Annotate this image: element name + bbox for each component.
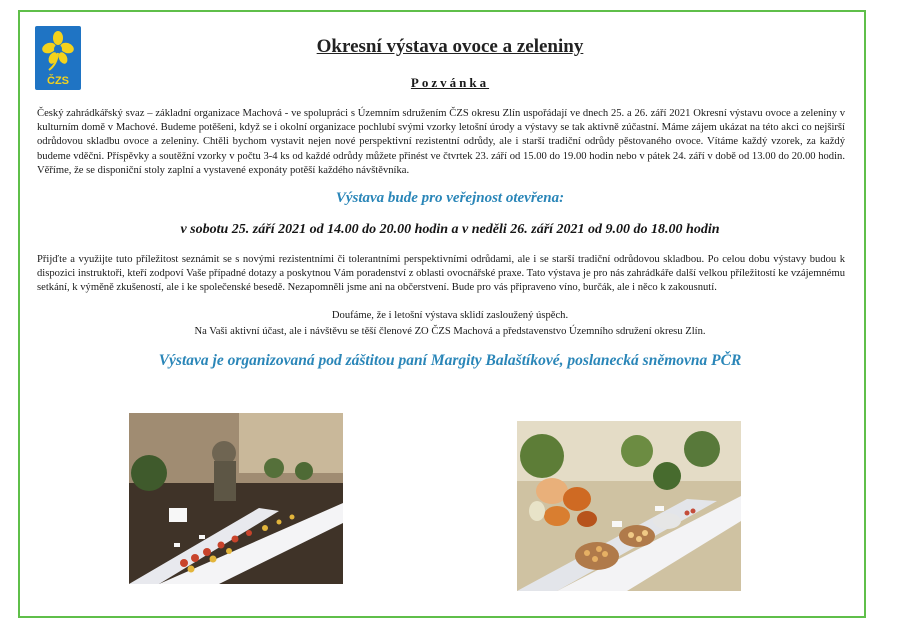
intro-paragraph: Český zahrádkářský svaz – základní organizace Machová - ve spolupráci s Územním sdružením ČZS okresu Zlín uspořádají ve dnech 25. a 26. září 2021 Okresní výstavu ovoce a zeleniny v kulturním domě v Machové. Budeme potěšeni, když se i okolní organizace pochlubí svými vzorky letošní úrody a výstavy se tak aktivně zúčastní. Máme zájem ukázat na této akci co nejširší odrůdovou skladbu ovoce a zeleniny. Chtěli bychom vystavit nejen nové perspektivní rezistentní odrůdy, ale i starší tradiční odrůdy pěstovaného ovoce. Vítáme každý vzorek, za každý budeme vděčni. Příspěvky a soutěžní vzorky v počtu 3-4 ks od každé odrůdy můžete přinést ve čtvrtek 23. září od 15.00 do 19.00 hodin nebo v pátek 24. září v době od 13.00 do 20.00 hodin. Věříme, že se disponiční stoly zaplní a vystavené exponáty potěší každého návštěvníka. <box>37 108 845 176</box>
page-title: Okresní výstava ovoce a zeleniny <box>316 36 584 57</box>
thanks-line: Na Vaši aktivní účast, ale i návštěvu se těší členové ZO ČZS Machová a představenstvo Územního sdružení okresu Zlín. <box>194 326 706 337</box>
invite-paragraph: Přijďte a využijte tuto příležitost seznámit se s novými rezistentními či tolerantními perspektivními odrůdami, ale i se starší tradiční odrůdovou skladbou. Po celou dobu výstavy budou k dispozici instruktoři, kteří zodpoví Vaše případné dotazy a poskytnou Vám poradenství z oblasti ovocnářské praxe. Tato výstava je pro nás zahrádkáře další velkou příležitostí ke vzájemnému setkání, k výměně zkušeností, ale i ke společenské besedě. Nezapomněli jsme ani na občerstvení. Bude pro vás připraveno víno, burčák, ale i něco k zakousnutí. <box>37 254 845 294</box>
page-subtitle: Pozvánka <box>410 75 490 90</box>
opening-dates: v sobotu 25. září 2021 od 14.00 do 20.00 hodin a v neděli 26. září 2021 od 9.00 do 18.00 hodin <box>180 222 720 237</box>
exhibition-photo-fruit <box>129 413 343 584</box>
open-heading: Výstava bude pro veřejnost otevřena: <box>335 190 565 206</box>
hope-line: Doufáme, že i letošní výstava sklidí zasloužený úspěch. <box>331 310 569 321</box>
exhibition-photo-vegetables <box>517 421 741 591</box>
patron-line: Výstava je organizovaná pod záštitou paní Margity Balaštíkové, poslanecká sněmovna PČR <box>158 352 742 369</box>
logo-text: ČZS <box>47 75 69 87</box>
